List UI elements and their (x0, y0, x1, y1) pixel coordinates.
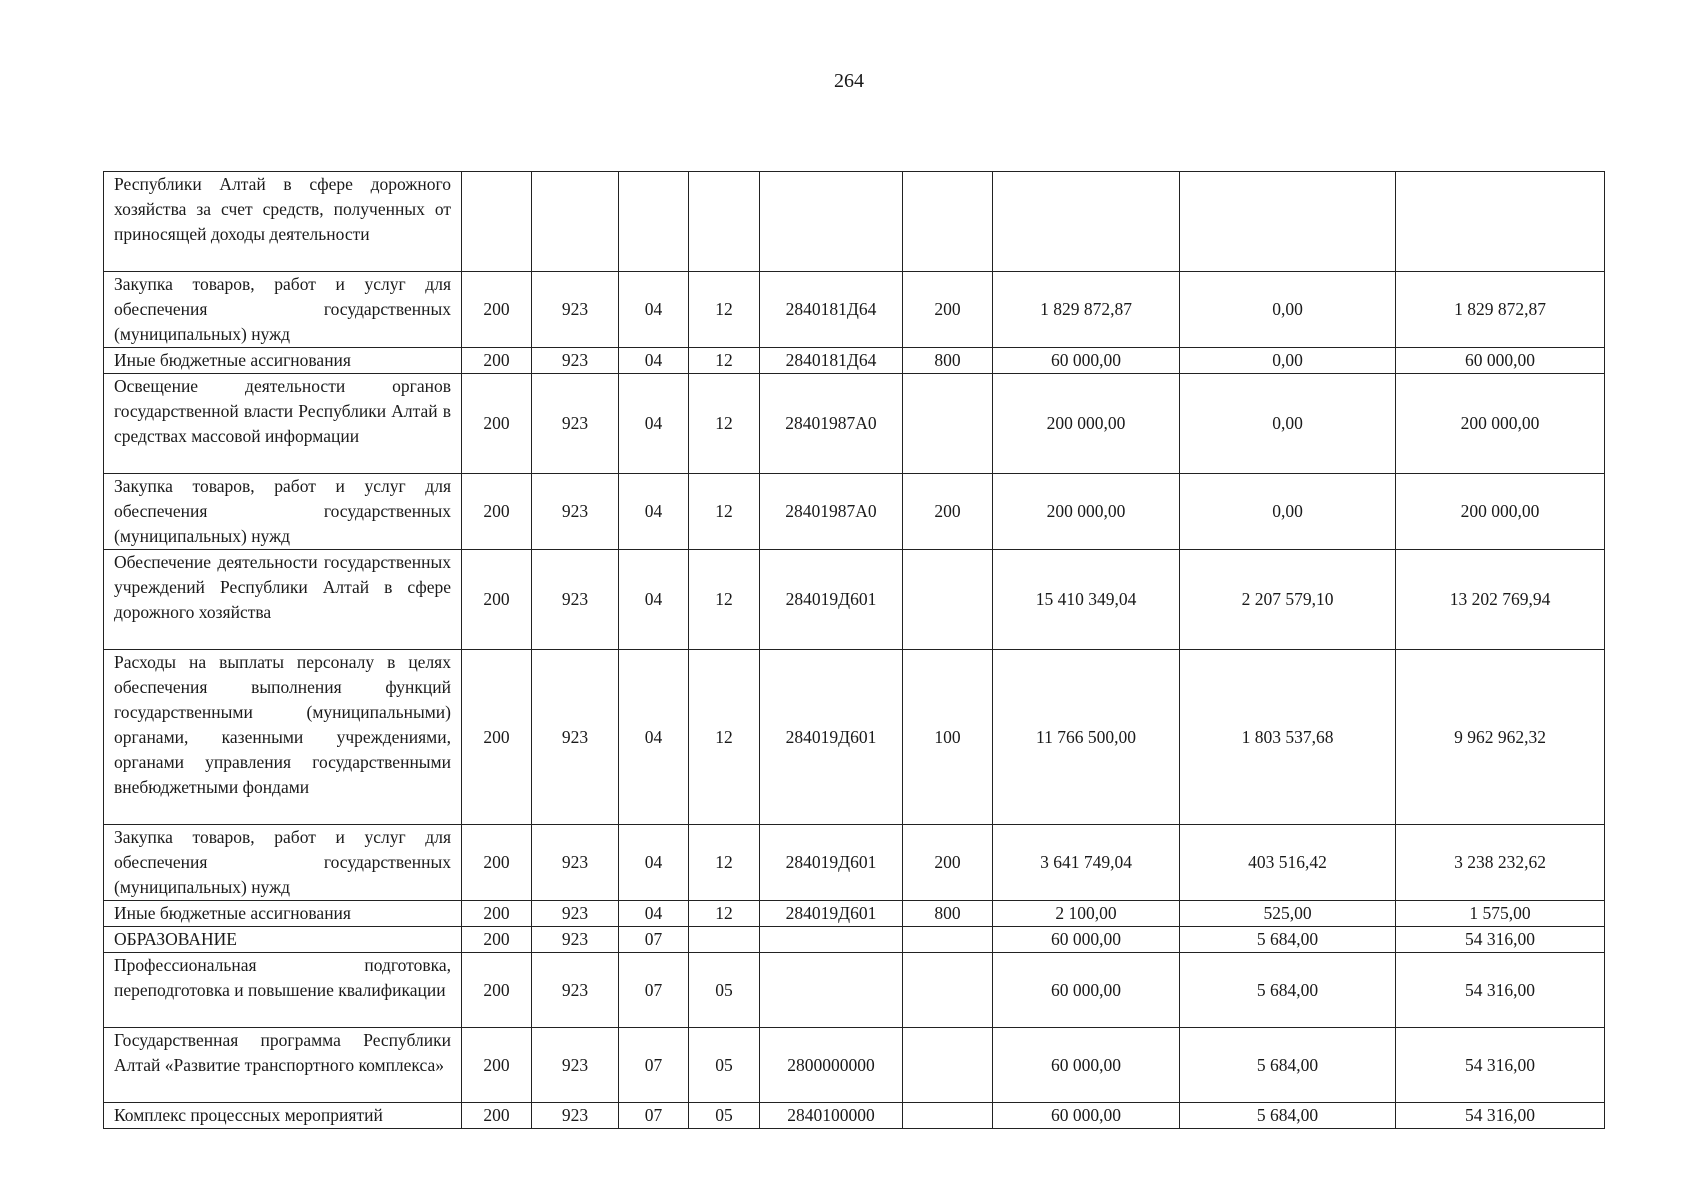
cell-code: 200 (462, 272, 532, 348)
cell-fact (1180, 172, 1396, 272)
cell-rz: 04 (619, 550, 689, 650)
cell-gr: 923 (532, 953, 619, 1028)
cell-gr: 923 (532, 374, 619, 474)
page-number: 264 (834, 70, 864, 92)
cell-rz: 04 (619, 474, 689, 550)
cell-fact: 2 207 579,10 (1180, 550, 1396, 650)
cell-code: 200 (462, 374, 532, 474)
cell-name: Комплекс процессных мероприятий (104, 1103, 462, 1129)
cell-csr (760, 927, 903, 953)
cell-plan: 2 100,00 (993, 901, 1180, 927)
cell-csr: 28401987А0 (760, 474, 903, 550)
cell-pr: 12 (689, 374, 760, 474)
cell-pr: 12 (689, 550, 760, 650)
cell-name: Иные бюджетные ассигнования (104, 901, 462, 927)
cell-fact: 525,00 (1180, 901, 1396, 927)
cell-code: 200 (462, 825, 532, 901)
cell-pr: 12 (689, 272, 760, 348)
cell-code: 200 (462, 927, 532, 953)
cell-rz: 04 (619, 348, 689, 374)
cell-plan: 60 000,00 (993, 1103, 1180, 1129)
cell-pr (689, 172, 760, 272)
cell-remain: 3 238 232,62 (1396, 825, 1605, 901)
table-row (104, 348, 1605, 374)
cell-csr: 2840181Д64 (760, 272, 903, 348)
cell-remain: 54 316,00 (1396, 1103, 1605, 1129)
cell-gr: 923 (532, 1103, 619, 1129)
cell-gr: 923 (532, 927, 619, 953)
cell-fact: 0,00 (1180, 474, 1396, 550)
cell-rz: 04 (619, 825, 689, 901)
cell-vr (903, 1103, 993, 1129)
cell-plan: 60 000,00 (993, 1028, 1180, 1103)
cell-vr: 100 (903, 650, 993, 825)
cell-rz: 04 (619, 272, 689, 348)
cell-gr: 923 (532, 1028, 619, 1103)
cell-name: Освещение деятельности органов государственной власти Республики Алтай в средствах массовой информации (104, 374, 462, 474)
cell-plan: 3 641 749,04 (993, 825, 1180, 901)
cell-remain: 9 962 962,32 (1396, 650, 1605, 825)
cell-code: 200 (462, 901, 532, 927)
cell-pr: 12 (689, 650, 760, 825)
cell-code: 200 (462, 348, 532, 374)
cell-code: 200 (462, 550, 532, 650)
cell-fact: 0,00 (1180, 348, 1396, 374)
cell-gr: 923 (532, 825, 619, 901)
cell-rz: 07 (619, 1103, 689, 1129)
cell-vr (903, 374, 993, 474)
cell-name: Профессиональная подготовка, переподготовка и повышение квалификации (104, 953, 462, 1028)
cell-pr: 05 (689, 1103, 760, 1129)
cell-fact: 403 516,42 (1180, 825, 1396, 901)
cell-name: Обеспечение деятельности государственных учреждений Республики Алтай в сфере дорожного хозяйства (104, 550, 462, 650)
cell-remain: 200 000,00 (1396, 374, 1605, 474)
cell-name: ОБРАЗОВАНИЕ (104, 927, 462, 953)
cell-csr (760, 172, 903, 272)
cell-vr (903, 953, 993, 1028)
cell-gr: 923 (532, 272, 619, 348)
cell-pr: 12 (689, 825, 760, 901)
cell-rz: 04 (619, 901, 689, 927)
cell-vr (903, 927, 993, 953)
cell-rz: 04 (619, 374, 689, 474)
cell-gr (532, 172, 619, 272)
cell-pr: 12 (689, 474, 760, 550)
cell-remain: 54 316,00 (1396, 927, 1605, 953)
cell-gr: 923 (532, 550, 619, 650)
cell-csr: 2840100000 (760, 1103, 903, 1129)
cell-name: Иные бюджетные ассигнования (104, 348, 462, 374)
cell-plan: 60 000,00 (993, 927, 1180, 953)
cell-csr (760, 953, 903, 1028)
cell-code: 200 (462, 1103, 532, 1129)
cell-vr (903, 550, 993, 650)
table-row (104, 650, 1605, 825)
cell-vr: 800 (903, 901, 993, 927)
cell-csr: 2840181Д64 (760, 348, 903, 374)
cell-plan: 15 410 349,04 (993, 550, 1180, 650)
cell-pr: 05 (689, 1028, 760, 1103)
cell-plan: 200 000,00 (993, 474, 1180, 550)
cell-csr: 284019Д601 (760, 825, 903, 901)
cell-name: Закупка товаров, работ и услуг для обеспечения государственных (муниципальных) нужд (104, 474, 462, 550)
cell-gr: 923 (532, 650, 619, 825)
cell-plan: 11 766 500,00 (993, 650, 1180, 825)
cell-name: Расходы на выплаты персоналу в целях обеспечения выполнения функций государственными (муниципальными) органами, казенными учреждениями, органами управления государственными внебюджетными фондами (104, 650, 462, 825)
cell-name: Государственная программа Республики Алтай «Развитие транспортного комплекса» (104, 1028, 462, 1103)
cell-plan: 200 000,00 (993, 374, 1180, 474)
cell-code: 200 (462, 1028, 532, 1103)
cell-remain: 60 000,00 (1396, 348, 1605, 374)
table-row (104, 550, 1605, 650)
cell-rz: 07 (619, 927, 689, 953)
cell-remain: 13 202 769,94 (1396, 550, 1605, 650)
cell-remain: 54 316,00 (1396, 953, 1605, 1028)
cell-name: Республики Алтай в сфере дорожного хозяйства за счет средств, полученных от приносящей доходы деятельности (104, 172, 462, 272)
cell-plan (993, 172, 1180, 272)
table-row (104, 374, 1605, 474)
cell-name: Закупка товаров, работ и услуг для обеспечения государственных (муниципальных) нужд (104, 825, 462, 901)
cell-fact: 1 803 537,68 (1180, 650, 1396, 825)
cell-plan: 60 000,00 (993, 348, 1180, 374)
cell-csr: 284019Д601 (760, 550, 903, 650)
table-row (104, 953, 1605, 1028)
cell-csr: 28401987А0 (760, 374, 903, 474)
cell-vr: 800 (903, 348, 993, 374)
cell-fact: 5 684,00 (1180, 927, 1396, 953)
cell-code: 200 (462, 474, 532, 550)
cell-pr: 12 (689, 901, 760, 927)
cell-code (462, 172, 532, 272)
cell-remain: 200 000,00 (1396, 474, 1605, 550)
cell-csr: 284019Д601 (760, 901, 903, 927)
cell-rz (619, 172, 689, 272)
cell-vr: 200 (903, 272, 993, 348)
cell-vr (903, 1028, 993, 1103)
cell-name: Закупка товаров, работ и услуг для обеспечения государственных (муниципальных) нужд (104, 272, 462, 348)
cell-csr: 284019Д601 (760, 650, 903, 825)
cell-plan: 1 829 872,87 (993, 272, 1180, 348)
cell-gr: 923 (532, 348, 619, 374)
table-row (104, 1028, 1605, 1103)
cell-code: 200 (462, 953, 532, 1028)
cell-gr: 923 (532, 901, 619, 927)
cell-gr: 923 (532, 474, 619, 550)
cell-code: 200 (462, 650, 532, 825)
table-row (104, 272, 1605, 348)
cell-pr: 05 (689, 953, 760, 1028)
cell-vr: 200 (903, 825, 993, 901)
cell-vr (903, 172, 993, 272)
cell-fact: 5 684,00 (1180, 1028, 1396, 1103)
cell-remain: 54 316,00 (1396, 1028, 1605, 1103)
cell-fact: 5 684,00 (1180, 1103, 1396, 1129)
cell-pr: 12 (689, 348, 760, 374)
table-row (104, 172, 1605, 272)
cell-fact: 0,00 (1180, 272, 1396, 348)
table-row (104, 927, 1605, 953)
cell-remain: 1 575,00 (1396, 901, 1605, 927)
cell-plan: 60 000,00 (993, 953, 1180, 1028)
table-row (104, 474, 1605, 550)
cell-fact: 0,00 (1180, 374, 1396, 474)
table-row (104, 1103, 1605, 1129)
cell-rz: 07 (619, 953, 689, 1028)
budget-table-body (104, 172, 1605, 1129)
cell-fact: 5 684,00 (1180, 953, 1396, 1028)
table-row (104, 901, 1605, 927)
cell-pr (689, 927, 760, 953)
cell-remain: 1 829 872,87 (1396, 272, 1605, 348)
table-row (104, 825, 1605, 901)
cell-csr: 2800000000 (760, 1028, 903, 1103)
cell-rz: 04 (619, 650, 689, 825)
budget-table (103, 171, 1605, 1129)
cell-vr: 200 (903, 474, 993, 550)
cell-rz: 07 (619, 1028, 689, 1103)
cell-remain (1396, 172, 1605, 272)
